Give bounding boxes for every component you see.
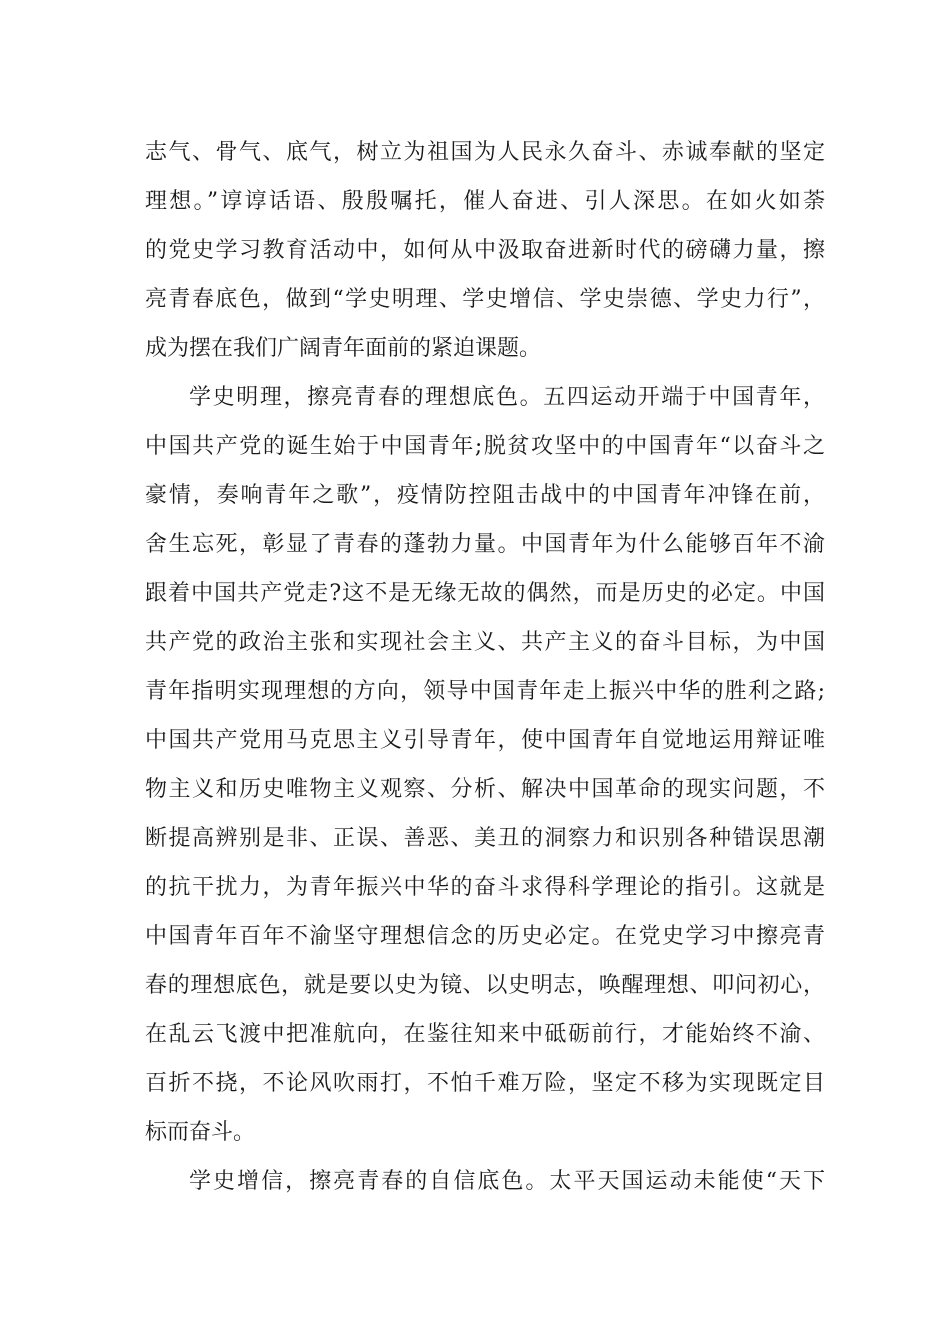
text-line: 亮青春底色，做到“学史明理、学史增信、学史崇德、学史力行”， <box>145 287 825 312</box>
text-line: 中国共产党的诞生始于中国青年;脱贫攻坚中的中国青年“以奋斗之 <box>145 434 825 459</box>
body-text <box>145 128 825 1206</box>
text-line: 豪情，奏响青年之歌”，疫情防控阻击战中的中国青年冲锋在前， <box>145 483 825 508</box>
text-line: 跟着中国共产党走?这不是无缘无故的偶然，而是历史的必定。中国 <box>145 581 825 606</box>
text-line: 中国青年百年不渝坚守理想信念的历史必定。在党史学习中擦亮青 <box>145 924 825 949</box>
text-line: 的抗干扰力，为青年振兴中华的奋斗求得科学理论的指引。这就是 <box>145 875 825 900</box>
text-line: 理想。”谆谆话语、殷殷嘱托，催人奋进、引人深思。在如火如荼 <box>145 189 825 214</box>
text-line: 共产党的政治主张和实现社会主义、共产主义的奋斗目标，为中国 <box>145 630 825 655</box>
text-line: 学史增信，擦亮青春的自信底色。太平天国运动未能使“天下 <box>189 1169 825 1194</box>
text-line: 断提高辨别是非、正误、善恶、美丑的洞察力和识别各种错误思潮 <box>145 826 825 851</box>
text-line: 在乱云飞渡中把准航向，在鉴往知来中砥砺前行，才能始终不渝、 <box>145 1022 825 1047</box>
text-line: 春的理想底色，就是要以史为镜、以史明志，唤醒理想、叩问初心， <box>145 973 825 998</box>
text-line: 学史明理，擦亮青春的理想底色。五四运动开端于中国青年， <box>189 385 825 410</box>
text-line: 物主义和历史唯物主义观察、分析、解决中国革命的现实问题，不 <box>145 777 825 802</box>
text-line: 标而奋斗。 <box>145 1120 256 1145</box>
text-line: 成为摆在我们广阔青年面前的紧迫课题。 <box>145 336 542 361</box>
text-line: 中国共产党用马克思主义引导青年，使中国青年自觉地运用辩证唯 <box>145 728 825 753</box>
text-line: 的党史学习教育活动中，如何从中汲取奋进新时代的磅礴力量，擦 <box>145 238 825 263</box>
text-line: 舍生忘死，彰显了青春的蓬勃力量。中国青年为什么能够百年不渝 <box>145 532 825 557</box>
text-line: 志气、骨气、底气，树立为祖国为人民永久奋斗、赤诚奉献的坚定 <box>145 140 825 165</box>
text-line: 百折不挠，不论风吹雨打，不怕千难万险，坚定不移为实现既定目 <box>145 1071 825 1096</box>
text-line: 青年指明实现理想的方向，领导中国青年走上振兴中华的胜利之路; <box>145 679 825 704</box>
